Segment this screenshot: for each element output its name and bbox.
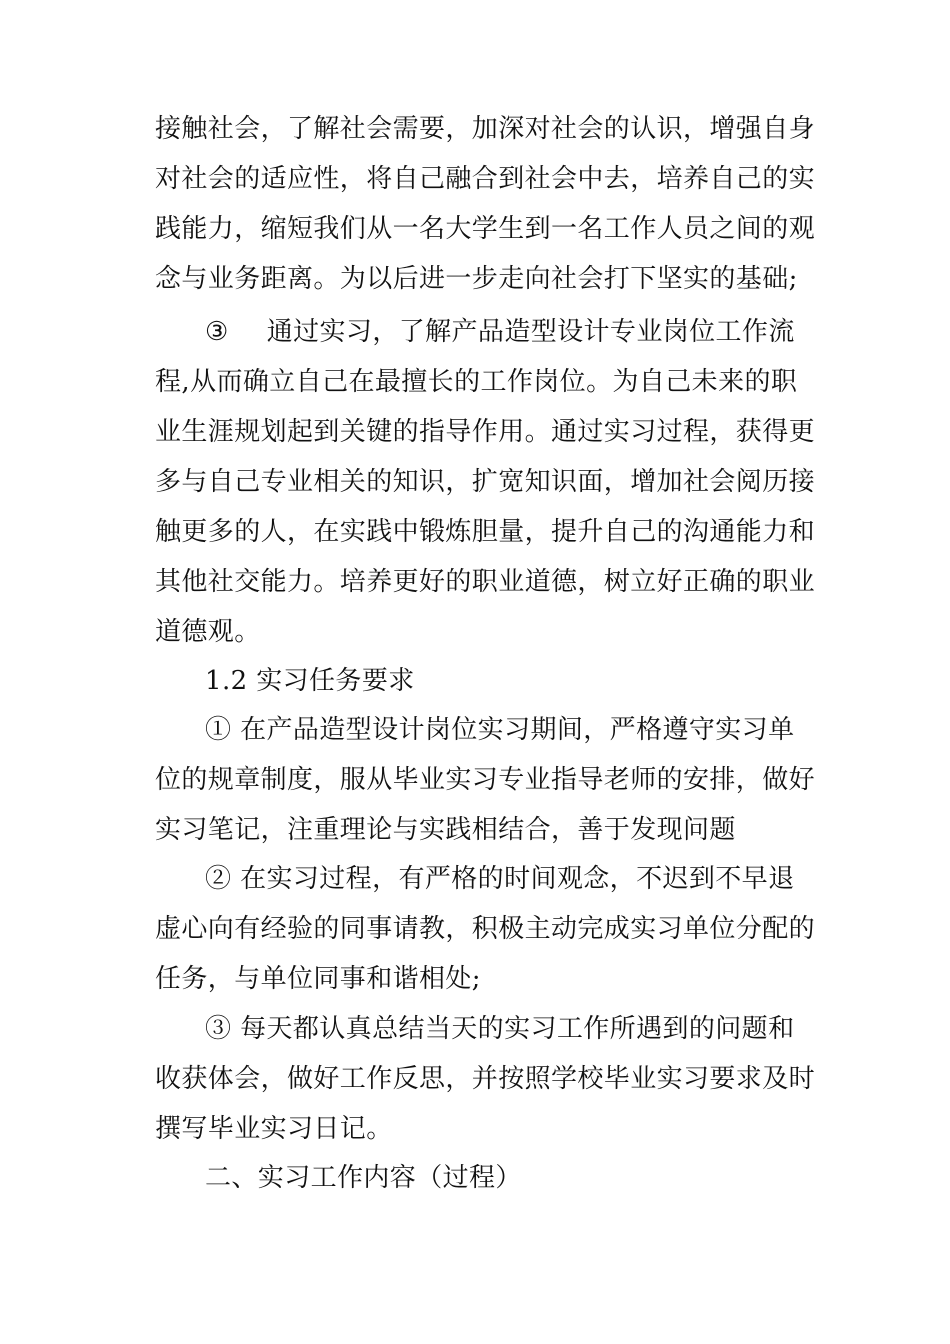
- para2-line-2: 程,从而确立自己在最擅长的工作岗位。为自己未来的职: [155, 367, 798, 397]
- item2-line-3: 任务，与单位同事和谐相处;: [155, 964, 481, 994]
- para2-line-3: 业生涯规划起到关键的指导作用。通过实习过程，获得更: [155, 417, 816, 447]
- item3-line-3: 撰写毕业实习日记。: [155, 1114, 393, 1144]
- para2-line-7: 道德观。: [155, 617, 261, 647]
- para2-line-1-text: 通过实习，了解产品造型设计专业岗位工作流: [266, 317, 795, 347]
- section-2-heading: 二、实习工作内容（过程）: [205, 1163, 522, 1193]
- para2-marker: ③: [205, 317, 229, 347]
- section-1-2-heading: 1.2 实习任务要求: [205, 666, 415, 696]
- item3-line-1: ③ 每天都认真总结当天的实习工作所遇到的问题和: [205, 1014, 795, 1044]
- para2-line-4: 多与自己专业相关的知识，扩宽知识面，增加社会阅历接: [155, 467, 816, 497]
- para2-line-5: 触更多的人，在实践中锻炼胆量，提升自己的沟通能力和: [155, 517, 816, 547]
- item3-line-2: 收获体会，做好工作反思，并按照学校毕业实习要求及时: [155, 1064, 816, 1094]
- para2-line-1: [205, 315, 795, 349]
- item2-line-2: 虚心向有经验的同事请教，积极主动完成实习单位分配的: [155, 914, 816, 944]
- para1-line-1: 接触社会，了解社会需要，加深对社会的认识，增强自身: [155, 114, 816, 144]
- item1-line-3: 实习笔记，注重理论与实践相结合，善于发现问题: [155, 815, 736, 845]
- para1-line-4: 念与业务距离。为以后进一步走向社会打下坚实的基础;: [155, 264, 798, 294]
- item1-line-1: ① 在产品造型设计岗位实习期间，严格遵守实习单: [205, 715, 795, 745]
- para1-line-3: 践能力，缩短我们从一名大学生到一名工作人员之间的观: [155, 214, 816, 244]
- item2-line-1: ② 在实习过程，有严格的时间观念，不迟到不早退: [205, 864, 795, 894]
- para1-line-2: 对社会的适应性，将自己融合到社会中去，培养自己的实: [155, 164, 816, 194]
- item1-line-2: 位的规章制度，服从毕业实习专业指导老师的安排，做好: [155, 765, 816, 795]
- para2-line-6: 其他社交能力。培养更好的职业道德，树立好正确的职业: [155, 567, 816, 597]
